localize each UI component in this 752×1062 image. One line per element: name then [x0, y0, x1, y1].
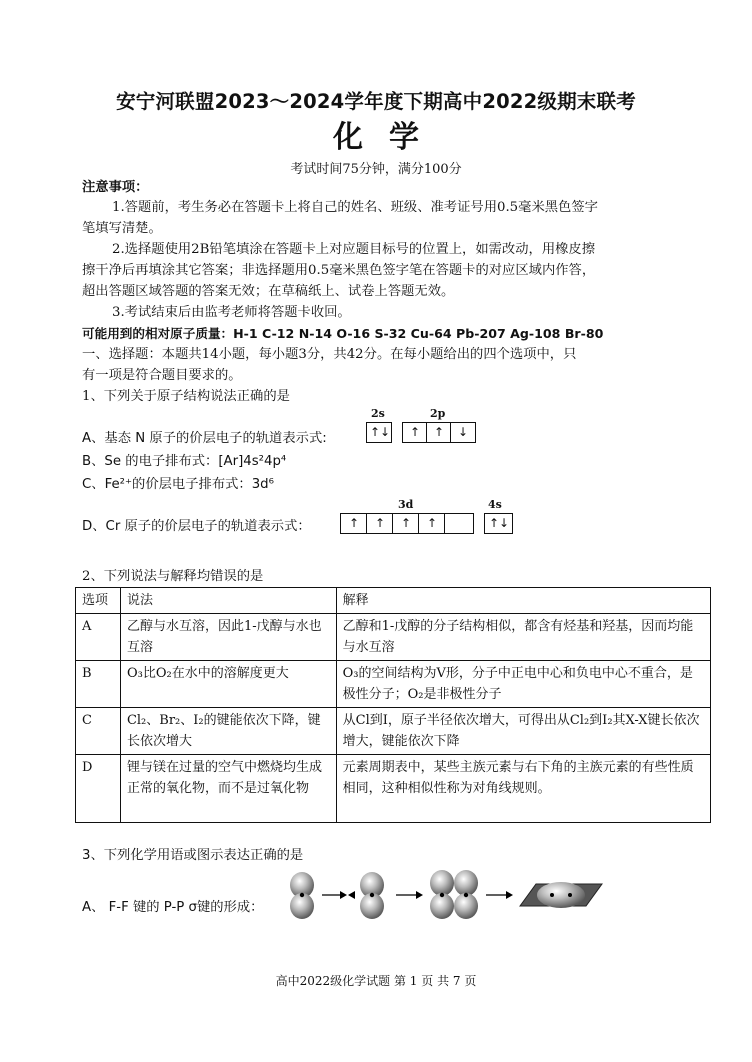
orbital-label-4s: 4s [488, 498, 502, 511]
arrow-right-icon [396, 891, 423, 899]
electron-up: ↑ [375, 516, 386, 530]
p-orbital-left [280, 872, 314, 919]
electron-up: ↑ [401, 516, 412, 530]
section-1-intro-line-2: 有一项是符合题目要求的。 [82, 368, 242, 383]
claim-cell: 锂与镁在过量的空气中燃烧均生成正常的氧化物，而不是过氧化物 [120, 755, 336, 823]
table-header: 解释 [336, 588, 710, 614]
q1-option-a: A、基态 N 原子的价层电子的轨道表示式: [82, 431, 327, 446]
q1-option-d: D、Cr 原子的价层电子的轨道表示式： [82, 519, 311, 534]
section-1-intro-line-1: 一、选择题：本题共14小题，每小题3分，共42分。在每小题给出的四个选项中，只 [82, 347, 577, 362]
exam-info: 考试时间75分钟，满分100分 [290, 162, 462, 177]
electron-up: ↑ [434, 425, 445, 439]
q2-stem: 2、下列说法与解释均错误的是 [82, 569, 264, 584]
q1-stem: 1、下列关于原子结构说法正确的是 [82, 389, 290, 404]
notice-item-1-line-2: 笔填写清楚。 [82, 221, 162, 236]
q3-stem: 3、下列化学用语或图示表达正确的是 [82, 848, 304, 863]
q2-table [75, 587, 711, 823]
orbital-label-3d: 3d [398, 498, 414, 511]
claim-cell: Cl₂、Br₂、I₂的键能依次下降，键长依次增大 [120, 708, 336, 755]
orbital-box-3d [340, 513, 474, 534]
subject-title: 化学 [333, 120, 445, 155]
option-cell: B [76, 661, 121, 708]
q1-option-c: C、Fe²⁺的价层电子排布式：3d⁶ [82, 477, 274, 492]
explanation-cell: 乙醇和1-戊醇的分子结构相似，都含有烃基和羟基，因而均能与水互溶 [336, 614, 710, 661]
electron-up: ↑ [349, 516, 360, 530]
notice-item-2-line-3: 超出答题区域答题的答案无效；在草稿纸上、试卷上答题无效。 [82, 284, 455, 299]
orbital-box-4s [484, 513, 513, 534]
q1-option-b: B、Se 的电子排布式：[Ar]4s²4p⁴ [82, 454, 287, 469]
table-header: 选项 [76, 588, 121, 614]
page-footer: 高中2022级化学试题 第 1 页 共 7 页 [275, 974, 477, 988]
orbital-box-2p [402, 422, 476, 443]
arrow-right-icon [486, 891, 513, 899]
electron-pair: ↑↓ [370, 425, 391, 439]
orbital-label-2s: 2s [371, 407, 385, 420]
table-header: 说法 [120, 588, 336, 614]
notice-item-3: 3.考试结束后由监考老师将答题卡收回。 [112, 305, 351, 320]
option-cell: D [76, 755, 121, 823]
table-row [76, 708, 711, 755]
electron-pair: ↑↓ [489, 516, 510, 530]
orbital-label-2p: 2p [430, 407, 446, 420]
atomic-masses: 可能用到的相对原子质量：H-1 C-12 N-14 O-16 S-32 Cu-64 Pb-207 Ag-108 Br-80 [82, 326, 604, 341]
sigma-bond-orbital [520, 882, 602, 908]
electron-down: ↓ [458, 425, 469, 439]
table-header-row [76, 588, 711, 614]
p-p-sigma-bond-diagram [280, 868, 610, 920]
claim-cell: O₃比O₂在水中的溶解度更大 [120, 661, 336, 708]
q3-option-a: A、 F-F 键的 P-P σ键的形成： [82, 900, 264, 915]
explanation-cell: O₃的空间结构为V形，分子中正电中心和负电中心不重合，是极性分子；O₂是非极性分子 [336, 661, 710, 708]
table-row [76, 614, 711, 661]
electron-up: ↑ [427, 516, 438, 530]
overlapping-orbitals [430, 870, 478, 919]
arrow-left-icon [342, 891, 360, 899]
explanation-cell: 元素周期表中，某些主族元素与右下角的主族元素的有些性质相同，这种相似性称为对角线规则。 [336, 755, 710, 823]
explanation-cell: 从Cl到I，原子半径依次增大，可得出从Cl₂到I₂其X-X键长依次增大，键能依次下降 [336, 708, 710, 755]
electron-up: ↑ [410, 425, 421, 439]
orbital-box-2s [366, 422, 392, 443]
option-cell: A [76, 614, 121, 661]
notice-item-2-line-2: 擦干净后再填涂其它答案；非选择题用0.5毫米黑色签字笔在答题卡的对应区域内作答， [82, 263, 596, 278]
notice-item-1-line-1: 1.答题前，考生务必在答题卡上将自己的姓名、班级、准考证号用0.5毫米黑色签字 [112, 200, 598, 215]
table-row [76, 755, 711, 823]
table-row [76, 661, 711, 708]
notice-item-2-line-1: 2.选择题使用2B铅笔填涂在答题卡上对应题目标号的位置上，如需改动，用橡皮擦 [112, 242, 596, 257]
p-orbital-right [360, 872, 384, 919]
notice-heading: 注意事项： [82, 180, 149, 195]
exam-title: 安宁河联盟2023～2024学年度下期高中2022级期末联考 [116, 90, 636, 113]
option-cell: C [76, 708, 121, 755]
claim-cell: 乙醇与水互溶，因此1-戊醇与水也互溶 [120, 614, 336, 661]
